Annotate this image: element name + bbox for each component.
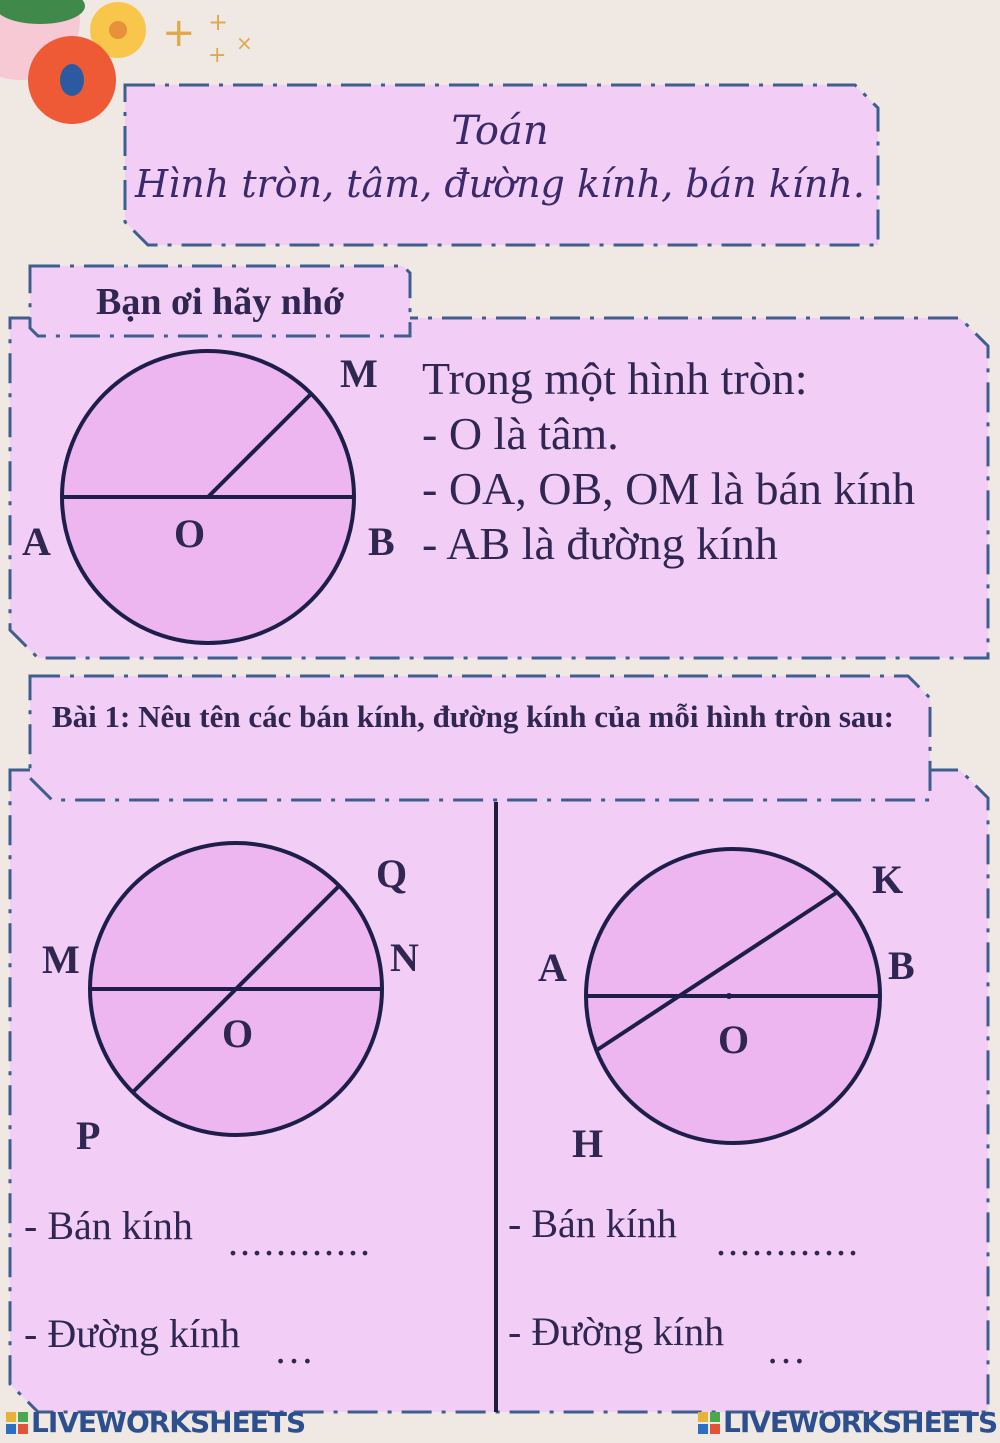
topic-title: Hình tròn, tâm, đường kính, bán kính. — [135, 162, 865, 206]
svg-text:+: + — [208, 43, 227, 68]
point-label-m: M — [340, 351, 378, 396]
left-diameter-answer[interactable]: … — [274, 1327, 316, 1372]
liveworksheets-icon — [698, 1412, 720, 1434]
liveworksheets-logo-left — [6, 1406, 305, 1439]
point-label-m: M — [42, 937, 80, 982]
point-label-o: O — [718, 1017, 750, 1062]
logo-text: LIVEWORKSHEETS — [31, 1406, 306, 1439]
right-radius-label: - Bán kính — [508, 1201, 677, 1246]
point-label-a: A — [538, 945, 567, 990]
fact-intro: Trong một hình tròn: — [422, 353, 808, 404]
circle-diagram-right — [586, 849, 880, 1143]
liveworksheets-icon — [6, 1412, 28, 1434]
left-radius-answer[interactable]: ............ — [228, 1219, 372, 1264]
point-label-b: B — [888, 943, 915, 988]
right-radius-answer[interactable]: ............ — [716, 1219, 860, 1264]
left-diameter-label: - Đường kính — [24, 1311, 241, 1356]
point-label-o: O — [174, 511, 206, 556]
right-diameter-answer[interactable]: … — [766, 1327, 808, 1372]
exercise-title: Bài 1: Nêu tên các bán kính, đường kính của mỗi hình tròn sau: — [52, 699, 894, 734]
fact-center: - O là tâm. — [422, 408, 619, 459]
remember-heading: Bạn ơi hãy nhớ — [95, 281, 345, 323]
circle-diagram-left — [90, 843, 382, 1135]
logo-text: LIVEWORKSHEETS — [723, 1406, 998, 1439]
left-radius-label: - Bán kính — [24, 1203, 193, 1248]
point-label-o: O — [222, 1011, 254, 1056]
liveworksheets-logo-right — [698, 1406, 997, 1439]
point-label-k: K — [872, 857, 904, 902]
svg-text:×: × — [236, 31, 253, 55]
point-label-a: A — [22, 519, 51, 564]
point-label-p: P — [76, 1113, 101, 1158]
fact-diameter: - AB là đường kính — [422, 518, 778, 569]
svg-text:+: + — [208, 8, 229, 36]
fact-radius: - OA, OB, OM là bán kính — [422, 463, 916, 514]
point-label-n: N — [390, 935, 419, 980]
circle-diagram-remember — [62, 351, 354, 643]
subject-title: Toán — [451, 108, 549, 154]
right-diameter-label: - Đường kính — [508, 1309, 725, 1354]
point-label-h: H — [572, 1121, 604, 1166]
point-label-b: B — [368, 519, 395, 564]
svg-text:+: + — [162, 10, 196, 56]
point-label-q: Q — [376, 851, 408, 896]
